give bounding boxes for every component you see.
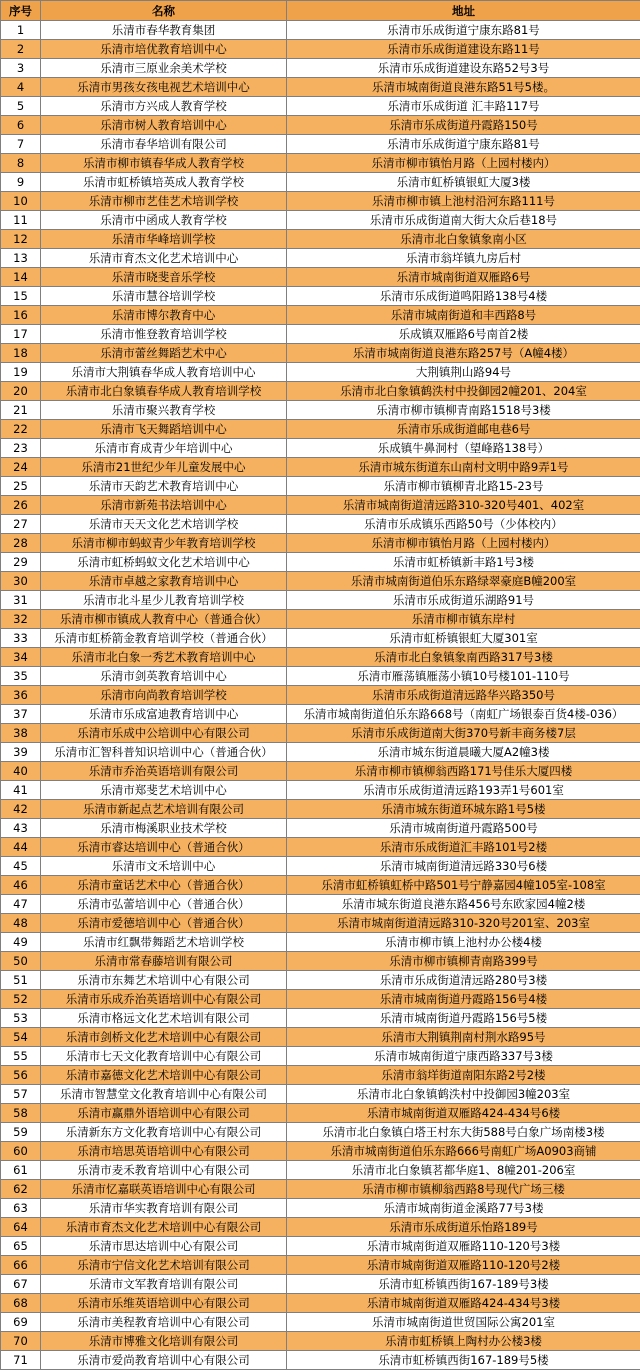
table-row xyxy=(1,686,640,705)
row-index-cell: 20 xyxy=(1,382,41,401)
row-index-cell: 60 xyxy=(1,1142,41,1161)
row-index-cell: 49 xyxy=(1,933,41,952)
row-index-cell: 17 xyxy=(1,325,41,344)
table-row xyxy=(1,78,640,97)
row-address-cell: 乐清市乐成街道邮电巷6号 xyxy=(287,420,640,439)
row-name-cell: 乐清市柳市镇成人教育中心（普通合伙） xyxy=(41,610,287,629)
row-name-cell: 乐清市忆嘉联英语培训中心有限公司 xyxy=(41,1180,287,1199)
table-row xyxy=(1,1313,640,1332)
row-index-cell: 67 xyxy=(1,1275,41,1294)
row-name-cell: 乐清市慧谷培训学校 xyxy=(41,287,287,306)
row-index-cell: 16 xyxy=(1,306,41,325)
row-name-cell: 乐清新东方文化教育培训中心有限公司 xyxy=(41,1123,287,1142)
table-row xyxy=(1,1009,640,1028)
table-row xyxy=(1,40,640,59)
row-address-cell: 乐清市城南街道丹霞路500号 xyxy=(287,819,640,838)
table-row xyxy=(1,895,640,914)
row-name-cell: 乐清市虹桥蚂蚁文化艺术培训中心 xyxy=(41,553,287,572)
table-row xyxy=(1,439,640,458)
row-index-cell: 33 xyxy=(1,629,41,648)
header-address: 地址 xyxy=(287,1,640,21)
row-index-cell: 47 xyxy=(1,895,41,914)
row-address-cell: 乐清市大荆镇荆南村荆水路95号 xyxy=(287,1028,640,1047)
table-row xyxy=(1,477,640,496)
row-name-cell: 乐清市新苑书法培训中心 xyxy=(41,496,287,515)
row-index-cell: 23 xyxy=(1,439,41,458)
row-index-cell: 2 xyxy=(1,40,41,59)
row-name-cell: 乐清市北斗星少儿教育培训学校 xyxy=(41,591,287,610)
table-row xyxy=(1,325,640,344)
row-name-cell: 乐清市格远文化艺术培训有限公司 xyxy=(41,1009,287,1028)
row-name-cell: 乐清市七天文化教育培训中心有限公司 xyxy=(41,1047,287,1066)
row-index-cell: 45 xyxy=(1,857,41,876)
table-row xyxy=(1,1028,640,1047)
row-name-cell: 乐清市春华培训有限公司 xyxy=(41,135,287,154)
table-row xyxy=(1,1085,640,1104)
row-name-cell: 乐清市剑英教育培训中心 xyxy=(41,667,287,686)
row-name-cell: 乐清市春华教育集团 xyxy=(41,21,287,40)
row-name-cell: 乐清市中函成人教育学校 xyxy=(41,211,287,230)
row-name-cell: 乐清市聚兴教育学校 xyxy=(41,401,287,420)
row-name-cell: 乐清市乔治英语培训有限公司 xyxy=(41,762,287,781)
row-name-cell: 乐清市培思英语培训中心有限公司 xyxy=(41,1142,287,1161)
row-index-cell: 51 xyxy=(1,971,41,990)
header-name: 名称 xyxy=(41,1,287,21)
row-address-cell: 乐成镇牛鼻洞村（望峰路138号） xyxy=(287,439,640,458)
table-row xyxy=(1,781,640,800)
row-index-cell: 13 xyxy=(1,249,41,268)
table-row xyxy=(1,230,640,249)
row-name-cell: 乐清市睿达培训中心（普通合伙） xyxy=(41,838,287,857)
row-address-cell: 乐清市城南街道良港东路51号5楼。 xyxy=(287,78,640,97)
row-index-cell: 34 xyxy=(1,648,41,667)
table-row xyxy=(1,553,640,572)
table-row xyxy=(1,914,640,933)
header-row xyxy=(1,1,640,21)
table-row xyxy=(1,819,640,838)
table-row xyxy=(1,249,640,268)
row-name-cell: 乐清市乐成乔治英语培训中心有限公司 xyxy=(41,990,287,1009)
row-index-cell: 43 xyxy=(1,819,41,838)
row-index-cell: 58 xyxy=(1,1104,41,1123)
row-name-cell: 乐清市博尔教育中心 xyxy=(41,306,287,325)
table-row xyxy=(1,192,640,211)
row-address-cell: 乐成镇双雁路6号南首2楼 xyxy=(287,325,640,344)
row-index-cell: 10 xyxy=(1,192,41,211)
table-row xyxy=(1,1142,640,1161)
row-name-cell: 乐清市晓斐音乐学校 xyxy=(41,268,287,287)
row-index-cell: 19 xyxy=(1,363,41,382)
row-index-cell: 68 xyxy=(1,1294,41,1313)
row-name-cell: 乐清市常春藤培训有限公司 xyxy=(41,952,287,971)
row-index-cell: 9 xyxy=(1,173,41,192)
row-name-cell: 乐清市爱德培训中心（普通合伙） xyxy=(41,914,287,933)
row-address-cell: 乐清市柳市镇柳青北路15-23号 xyxy=(287,477,640,496)
table-row xyxy=(1,1275,640,1294)
row-address-cell: 乐清市乐成街道丹霞路150号 xyxy=(287,116,640,135)
table-row xyxy=(1,21,640,40)
row-address-cell: 乐清市雁荡镇雁荡小镇10号楼101-110号 xyxy=(287,667,640,686)
table-row xyxy=(1,515,640,534)
table-row xyxy=(1,458,640,477)
table-row xyxy=(1,1047,640,1066)
row-index-cell: 3 xyxy=(1,59,41,78)
row-index-cell: 31 xyxy=(1,591,41,610)
row-index-cell: 1 xyxy=(1,21,41,40)
row-address-cell: 乐清市城南街道清远路310-320号401、402室 xyxy=(287,496,640,515)
row-name-cell: 乐清市培优教育培训中心 xyxy=(41,40,287,59)
table-row xyxy=(1,268,640,287)
row-index-cell: 28 xyxy=(1,534,41,553)
row-name-cell: 乐清市育杰文化艺术培训中心 xyxy=(41,249,287,268)
row-name-cell: 乐清市北白象镇春华成人教育培训学校 xyxy=(41,382,287,401)
table-row xyxy=(1,705,640,724)
row-index-cell: 64 xyxy=(1,1218,41,1237)
row-index-cell: 24 xyxy=(1,458,41,477)
row-address-cell: 乐清市虹桥镇银虹大厦3楼 xyxy=(287,173,640,192)
row-index-cell: 42 xyxy=(1,800,41,819)
row-name-cell: 乐清市弘蕾培训中心（普通合伙） xyxy=(41,895,287,914)
row-address-cell: 乐清市柳市镇上池村办公楼4楼 xyxy=(287,933,640,952)
row-address-cell: 乐清市城南街道丹霞路156号4楼 xyxy=(287,990,640,1009)
row-name-cell: 乐清市博雅文化培训有限公司 xyxy=(41,1332,287,1351)
row-index-cell: 50 xyxy=(1,952,41,971)
row-index-cell: 4 xyxy=(1,78,41,97)
row-index-cell: 55 xyxy=(1,1047,41,1066)
row-index-cell: 12 xyxy=(1,230,41,249)
table-row xyxy=(1,363,640,382)
row-index-cell: 69 xyxy=(1,1313,41,1332)
row-address-cell: 乐清市城南街道伯乐东路666号南虹广场A0903商铺 xyxy=(287,1142,640,1161)
row-name-cell: 乐清市文军教育培训有限公司 xyxy=(41,1275,287,1294)
row-address-cell: 乐清市北白象镇鹤泆村中投御园2幢201、204室 xyxy=(287,382,640,401)
row-name-cell: 乐清市柳市镇春华成人教育学校 xyxy=(41,154,287,173)
row-address-cell: 乐清市柳市镇柳翁西路171号佳乐大厦四楼 xyxy=(287,762,640,781)
table-row xyxy=(1,952,640,971)
row-name-cell: 乐清市童话艺术中心（普通合伙） xyxy=(41,876,287,895)
row-address-cell: 乐清市乐成街道清远路华兴路350号 xyxy=(287,686,640,705)
row-name-cell: 乐清市智慧堂文化教育培训中心有限公司 xyxy=(41,1085,287,1104)
row-name-cell: 乐清市华峰培训学校 xyxy=(41,230,287,249)
row-name-cell: 乐清市新起点艺术培训有限公司 xyxy=(41,800,287,819)
table-row xyxy=(1,173,640,192)
row-name-cell: 乐清市男孩女孩电视艺术培训中心 xyxy=(41,78,287,97)
row-name-cell: 乐清市虹桥镇培英成人教育学校 xyxy=(41,173,287,192)
row-index-cell: 41 xyxy=(1,781,41,800)
row-name-cell: 乐清市华实教育培训有限公司 xyxy=(41,1199,287,1218)
row-address-cell: 乐清市乐成街道 汇丰路117号 xyxy=(287,97,640,116)
row-address-cell: 乐清市城南街道清远路330号6楼 xyxy=(287,857,640,876)
row-name-cell: 乐清市郑斐艺术培训中心 xyxy=(41,781,287,800)
table-row xyxy=(1,1104,640,1123)
table-row xyxy=(1,591,640,610)
table-row xyxy=(1,287,640,306)
row-address-cell: 乐清市城南街道金溪路77号3楼 xyxy=(287,1199,640,1218)
row-name-cell: 乐清市东舞艺术培训中心有限公司 xyxy=(41,971,287,990)
row-address-cell: 乐清市虹桥镇虹桥中路501号宁静嘉园4幢105室-108室 xyxy=(287,876,640,895)
table-row xyxy=(1,1351,640,1370)
table-row xyxy=(1,1199,640,1218)
row-address-cell: 乐清市翁垟街道南阳东路2号2楼 xyxy=(287,1066,640,1085)
row-name-cell: 乐清市柳市蚂蚁青少年教育培训学校 xyxy=(41,534,287,553)
row-index-cell: 14 xyxy=(1,268,41,287)
row-name-cell: 乐清市麦禾教育培训中心有限公司 xyxy=(41,1161,287,1180)
row-address-cell: 乐清市乐成街道宁康东路81号 xyxy=(287,21,640,40)
row-index-cell: 32 xyxy=(1,610,41,629)
table-row xyxy=(1,990,640,1009)
row-address-cell: 乐清市乐成镇乐西路50号（少体校内） xyxy=(287,515,640,534)
row-index-cell: 40 xyxy=(1,762,41,781)
row-index-cell: 29 xyxy=(1,553,41,572)
row-address-cell: 乐清市城南街道伯乐东路绿翠豪庭B幢200室 xyxy=(287,572,640,591)
table-row xyxy=(1,743,640,762)
row-address-cell: 乐清市柳市镇东岸村 xyxy=(287,610,640,629)
table-row xyxy=(1,933,640,952)
table-row xyxy=(1,971,640,990)
table-row xyxy=(1,116,640,135)
row-index-cell: 15 xyxy=(1,287,41,306)
row-address-cell: 乐清市柳市镇上池村沿河东路111号 xyxy=(287,192,640,211)
row-index-cell: 8 xyxy=(1,154,41,173)
row-index-cell: 61 xyxy=(1,1161,41,1180)
row-address-cell: 乐清市城东街道晨曦大厦A2幢3楼 xyxy=(287,743,640,762)
row-name-cell: 乐清市虹桥箭金教育培训学校（普通合伙） xyxy=(41,629,287,648)
table-row xyxy=(1,344,640,363)
table-row xyxy=(1,1180,640,1199)
row-index-cell: 27 xyxy=(1,515,41,534)
row-index-cell: 26 xyxy=(1,496,41,515)
table-row xyxy=(1,1237,640,1256)
table-body xyxy=(1,21,640,1370)
row-index-cell: 66 xyxy=(1,1256,41,1275)
row-name-cell: 乐清市育成青少年培训中心 xyxy=(41,439,287,458)
row-name-cell: 乐清市方兴成人教育学校 xyxy=(41,97,287,116)
table-row xyxy=(1,1256,640,1275)
row-address-cell: 乐清市乐成街道南大街370号新丰商务楼7层 xyxy=(287,724,640,743)
row-address-cell: 乐清市城南街道和丰西路8号 xyxy=(287,306,640,325)
row-name-cell: 乐清市乐成富迪教育培训中心 xyxy=(41,705,287,724)
row-name-cell: 乐清市思达培训中心有限公司 xyxy=(41,1237,287,1256)
table-row xyxy=(1,667,640,686)
table-row xyxy=(1,1066,640,1085)
row-name-cell: 乐清市汇智科普知识培训中心（普通合伙） xyxy=(41,743,287,762)
table-row xyxy=(1,724,640,743)
row-address-cell: 乐清市乐成街道清远路193弄1号601室 xyxy=(287,781,640,800)
row-name-cell: 乐清市向尚教育培训学校 xyxy=(41,686,287,705)
row-address-cell: 乐清市乐成街道清远路280号3楼 xyxy=(287,971,640,990)
row-name-cell: 乐清市大荆镇春华成人教育培训中心 xyxy=(41,363,287,382)
row-address-cell: 乐清市乐成街道南大街大众后巷18号 xyxy=(287,211,640,230)
table-row xyxy=(1,401,640,420)
row-address-cell: 乐清市柳市镇柳青南路1518号3楼 xyxy=(287,401,640,420)
row-index-cell: 37 xyxy=(1,705,41,724)
table-header xyxy=(1,1,640,21)
table-row xyxy=(1,382,640,401)
row-index-cell: 54 xyxy=(1,1028,41,1047)
table-row xyxy=(1,629,640,648)
row-index-cell: 65 xyxy=(1,1237,41,1256)
row-index-cell: 70 xyxy=(1,1332,41,1351)
row-index-cell: 35 xyxy=(1,667,41,686)
table-row xyxy=(1,876,640,895)
row-address-cell: 乐清市柳市镇柳翁西路8号现代广场三楼 xyxy=(287,1180,640,1199)
row-name-cell: 乐清市天天文化艺术培训学校 xyxy=(41,515,287,534)
row-address-cell: 乐清市柳市镇怡月路（上园村楼内） xyxy=(287,154,640,173)
row-name-cell: 乐清市文禾培训中心 xyxy=(41,857,287,876)
row-name-cell: 乐清市嘉德文化艺术培训中心有限公司 xyxy=(41,1066,287,1085)
row-address-cell: 乐清市北白象镇白塔王村东大街588号白象广场南楼3楼 xyxy=(287,1123,640,1142)
row-name-cell: 乐清市红飘带舞蹈艺术培训学校 xyxy=(41,933,287,952)
row-address-cell: 乐清市乐成街道鸣阳路138号4楼 xyxy=(287,287,640,306)
row-address-cell: 乐清市城南街道宁康西路337号3楼 xyxy=(287,1047,640,1066)
row-index-cell: 30 xyxy=(1,572,41,591)
row-address-cell: 乐清市北白象镇鹤泆村中投御园3幢203室 xyxy=(287,1085,640,1104)
row-address-cell: 乐清市虹桥镇西街167-189号5楼 xyxy=(287,1351,640,1370)
row-name-cell: 乐清市乐成中公培训中心有限公司 xyxy=(41,724,287,743)
row-index-cell: 57 xyxy=(1,1085,41,1104)
row-name-cell: 乐清市乐维英语培训中心有限公司 xyxy=(41,1294,287,1313)
row-address-cell: 乐清市城东街道环城东路1号5楼 xyxy=(287,800,640,819)
row-address-cell: 乐清市城东街道东山南村文明中路9弄1号 xyxy=(287,458,640,477)
row-name-cell: 乐清市北白象一秀艺术教育培训中心 xyxy=(41,648,287,667)
row-address-cell: 乐清市城南街道双雁路424-434号3楼 xyxy=(287,1294,640,1313)
table-row xyxy=(1,762,640,781)
table-row xyxy=(1,1123,640,1142)
row-index-cell: 25 xyxy=(1,477,41,496)
row-address-cell: 乐清市城南街道双雁路424-434号6楼 xyxy=(287,1104,640,1123)
table-row xyxy=(1,496,640,515)
row-address-cell: 乐清市虹桥镇银虹大厦301室 xyxy=(287,629,640,648)
row-address-cell: 乐清市虹桥镇西街167-189号3楼 xyxy=(287,1275,640,1294)
row-index-cell: 22 xyxy=(1,420,41,439)
row-name-cell: 乐清市飞天舞蹈培训中心 xyxy=(41,420,287,439)
row-name-cell: 乐清市赢鼎外语培训中心有限公司 xyxy=(41,1104,287,1123)
row-name-cell: 乐清市爱尚教育培训中心有限公司 xyxy=(41,1351,287,1370)
row-index-cell: 7 xyxy=(1,135,41,154)
row-index-cell: 5 xyxy=(1,97,41,116)
row-address-cell: 乐清市城南街道丹霞路156号5楼 xyxy=(287,1009,640,1028)
row-address-cell: 乐清市乐成街道乐湖路91号 xyxy=(287,591,640,610)
row-index-cell: 48 xyxy=(1,914,41,933)
row-address-cell: 乐清市乐成街道建设东路52号3号 xyxy=(287,59,640,78)
table-row xyxy=(1,1332,640,1351)
row-name-cell: 乐清市宁信文化艺术培训有限公司 xyxy=(41,1256,287,1275)
row-name-cell: 乐清市卓越之家教育培训中心 xyxy=(41,572,287,591)
table-row xyxy=(1,857,640,876)
table-row xyxy=(1,420,640,439)
row-name-cell: 乐清市蕾丝舞蹈艺术中心 xyxy=(41,344,287,363)
row-address-cell: 乐清市乐成街道汇丰路101号2楼 xyxy=(287,838,640,857)
table-row xyxy=(1,572,640,591)
row-index-cell: 56 xyxy=(1,1066,41,1085)
table-row xyxy=(1,1218,640,1237)
row-index-cell: 18 xyxy=(1,344,41,363)
row-address-cell: 大荆镇荆山路94号 xyxy=(287,363,640,382)
row-index-cell: 38 xyxy=(1,724,41,743)
row-name-cell: 乐清市三原业余美术学校 xyxy=(41,59,287,78)
row-index-cell: 36 xyxy=(1,686,41,705)
row-name-cell: 乐清市惟登教育培训学校 xyxy=(41,325,287,344)
table-row xyxy=(1,838,640,857)
row-address-cell: 乐清市城南街道世贸国际公寓201室 xyxy=(287,1313,640,1332)
table-row xyxy=(1,1161,640,1180)
row-index-cell: 71 xyxy=(1,1351,41,1370)
row-address-cell: 乐清市乐成街道乐怡路189号 xyxy=(287,1218,640,1237)
row-index-cell: 11 xyxy=(1,211,41,230)
row-name-cell: 乐清市剑桥文化艺术培训中心有限公司 xyxy=(41,1028,287,1047)
row-address-cell: 乐清市翁垟镇九房后村 xyxy=(287,249,640,268)
row-index-cell: 62 xyxy=(1,1180,41,1199)
row-name-cell: 乐清市梅溪职业技术学校 xyxy=(41,819,287,838)
row-address-cell: 乐清市城东街道良港东路456号东欧家园4幢2楼 xyxy=(287,895,640,914)
row-name-cell: 乐清市育杰文化艺术培训中心有限公司 xyxy=(41,1218,287,1237)
table-row xyxy=(1,135,640,154)
row-address-cell: 乐清市城南街道双雁路110-120号2楼 xyxy=(287,1256,640,1275)
row-address-cell: 乐清市城南街道伯乐东路668号（南虹广场银泰百货4楼-036） xyxy=(287,705,640,724)
row-index-cell: 52 xyxy=(1,990,41,1009)
header-index: 序号 xyxy=(1,1,41,21)
row-address-cell: 乐清市北白象镇茗都华庭1、8幢201-206室 xyxy=(287,1161,640,1180)
row-name-cell: 乐清市天韵艺术教育培训中心 xyxy=(41,477,287,496)
row-address-cell: 乐清市乐成街道宁康东路81号 xyxy=(287,135,640,154)
table-row xyxy=(1,154,640,173)
table-row xyxy=(1,648,640,667)
row-address-cell: 乐清市柳市镇柳青南路399号 xyxy=(287,952,640,971)
row-index-cell: 53 xyxy=(1,1009,41,1028)
row-index-cell: 39 xyxy=(1,743,41,762)
row-address-cell: 乐清市北白象镇象南西路317号3楼 xyxy=(287,648,640,667)
row-address-cell: 乐清市城南街道良港东路257号（A幢4楼） xyxy=(287,344,640,363)
row-address-cell: 乐清市柳市镇怡月路（上园村楼内） xyxy=(287,534,640,553)
row-index-cell: 6 xyxy=(1,116,41,135)
row-index-cell: 21 xyxy=(1,401,41,420)
row-index-cell: 44 xyxy=(1,838,41,857)
row-address-cell: 乐清市城南街道双雁路6号 xyxy=(287,268,640,287)
table-row xyxy=(1,1294,640,1313)
row-address-cell: 乐清市北白象镇象南小区 xyxy=(287,230,640,249)
table-row xyxy=(1,59,640,78)
table-row xyxy=(1,534,640,553)
row-name-cell: 乐清市树人教育培训中心 xyxy=(41,116,287,135)
table-row xyxy=(1,211,640,230)
row-name-cell: 乐清市柳市艺佳艺术培训学校 xyxy=(41,192,287,211)
row-address-cell: 乐清市乐成街道建设东路11号 xyxy=(287,40,640,59)
table-row xyxy=(1,800,640,819)
table-row xyxy=(1,306,640,325)
row-index-cell: 46 xyxy=(1,876,41,895)
table-row xyxy=(1,610,640,629)
row-address-cell: 乐清市虹桥镇新丰路1号3楼 xyxy=(287,553,640,572)
row-index-cell: 59 xyxy=(1,1123,41,1142)
row-name-cell: 乐清市21世纪少年儿童发展中心 xyxy=(41,458,287,477)
row-address-cell: 乐清市城南街道双雁路110-120号3楼 xyxy=(287,1237,640,1256)
row-index-cell: 63 xyxy=(1,1199,41,1218)
row-name-cell: 乐清市美程教育培训中心有限公司 xyxy=(41,1313,287,1332)
row-address-cell: 乐清市虹桥镇上陶村办公楼3楼 xyxy=(287,1332,640,1351)
table-row xyxy=(1,97,640,116)
row-address-cell: 乐清市城南街道清远路310-320号201室、203室 xyxy=(287,914,640,933)
